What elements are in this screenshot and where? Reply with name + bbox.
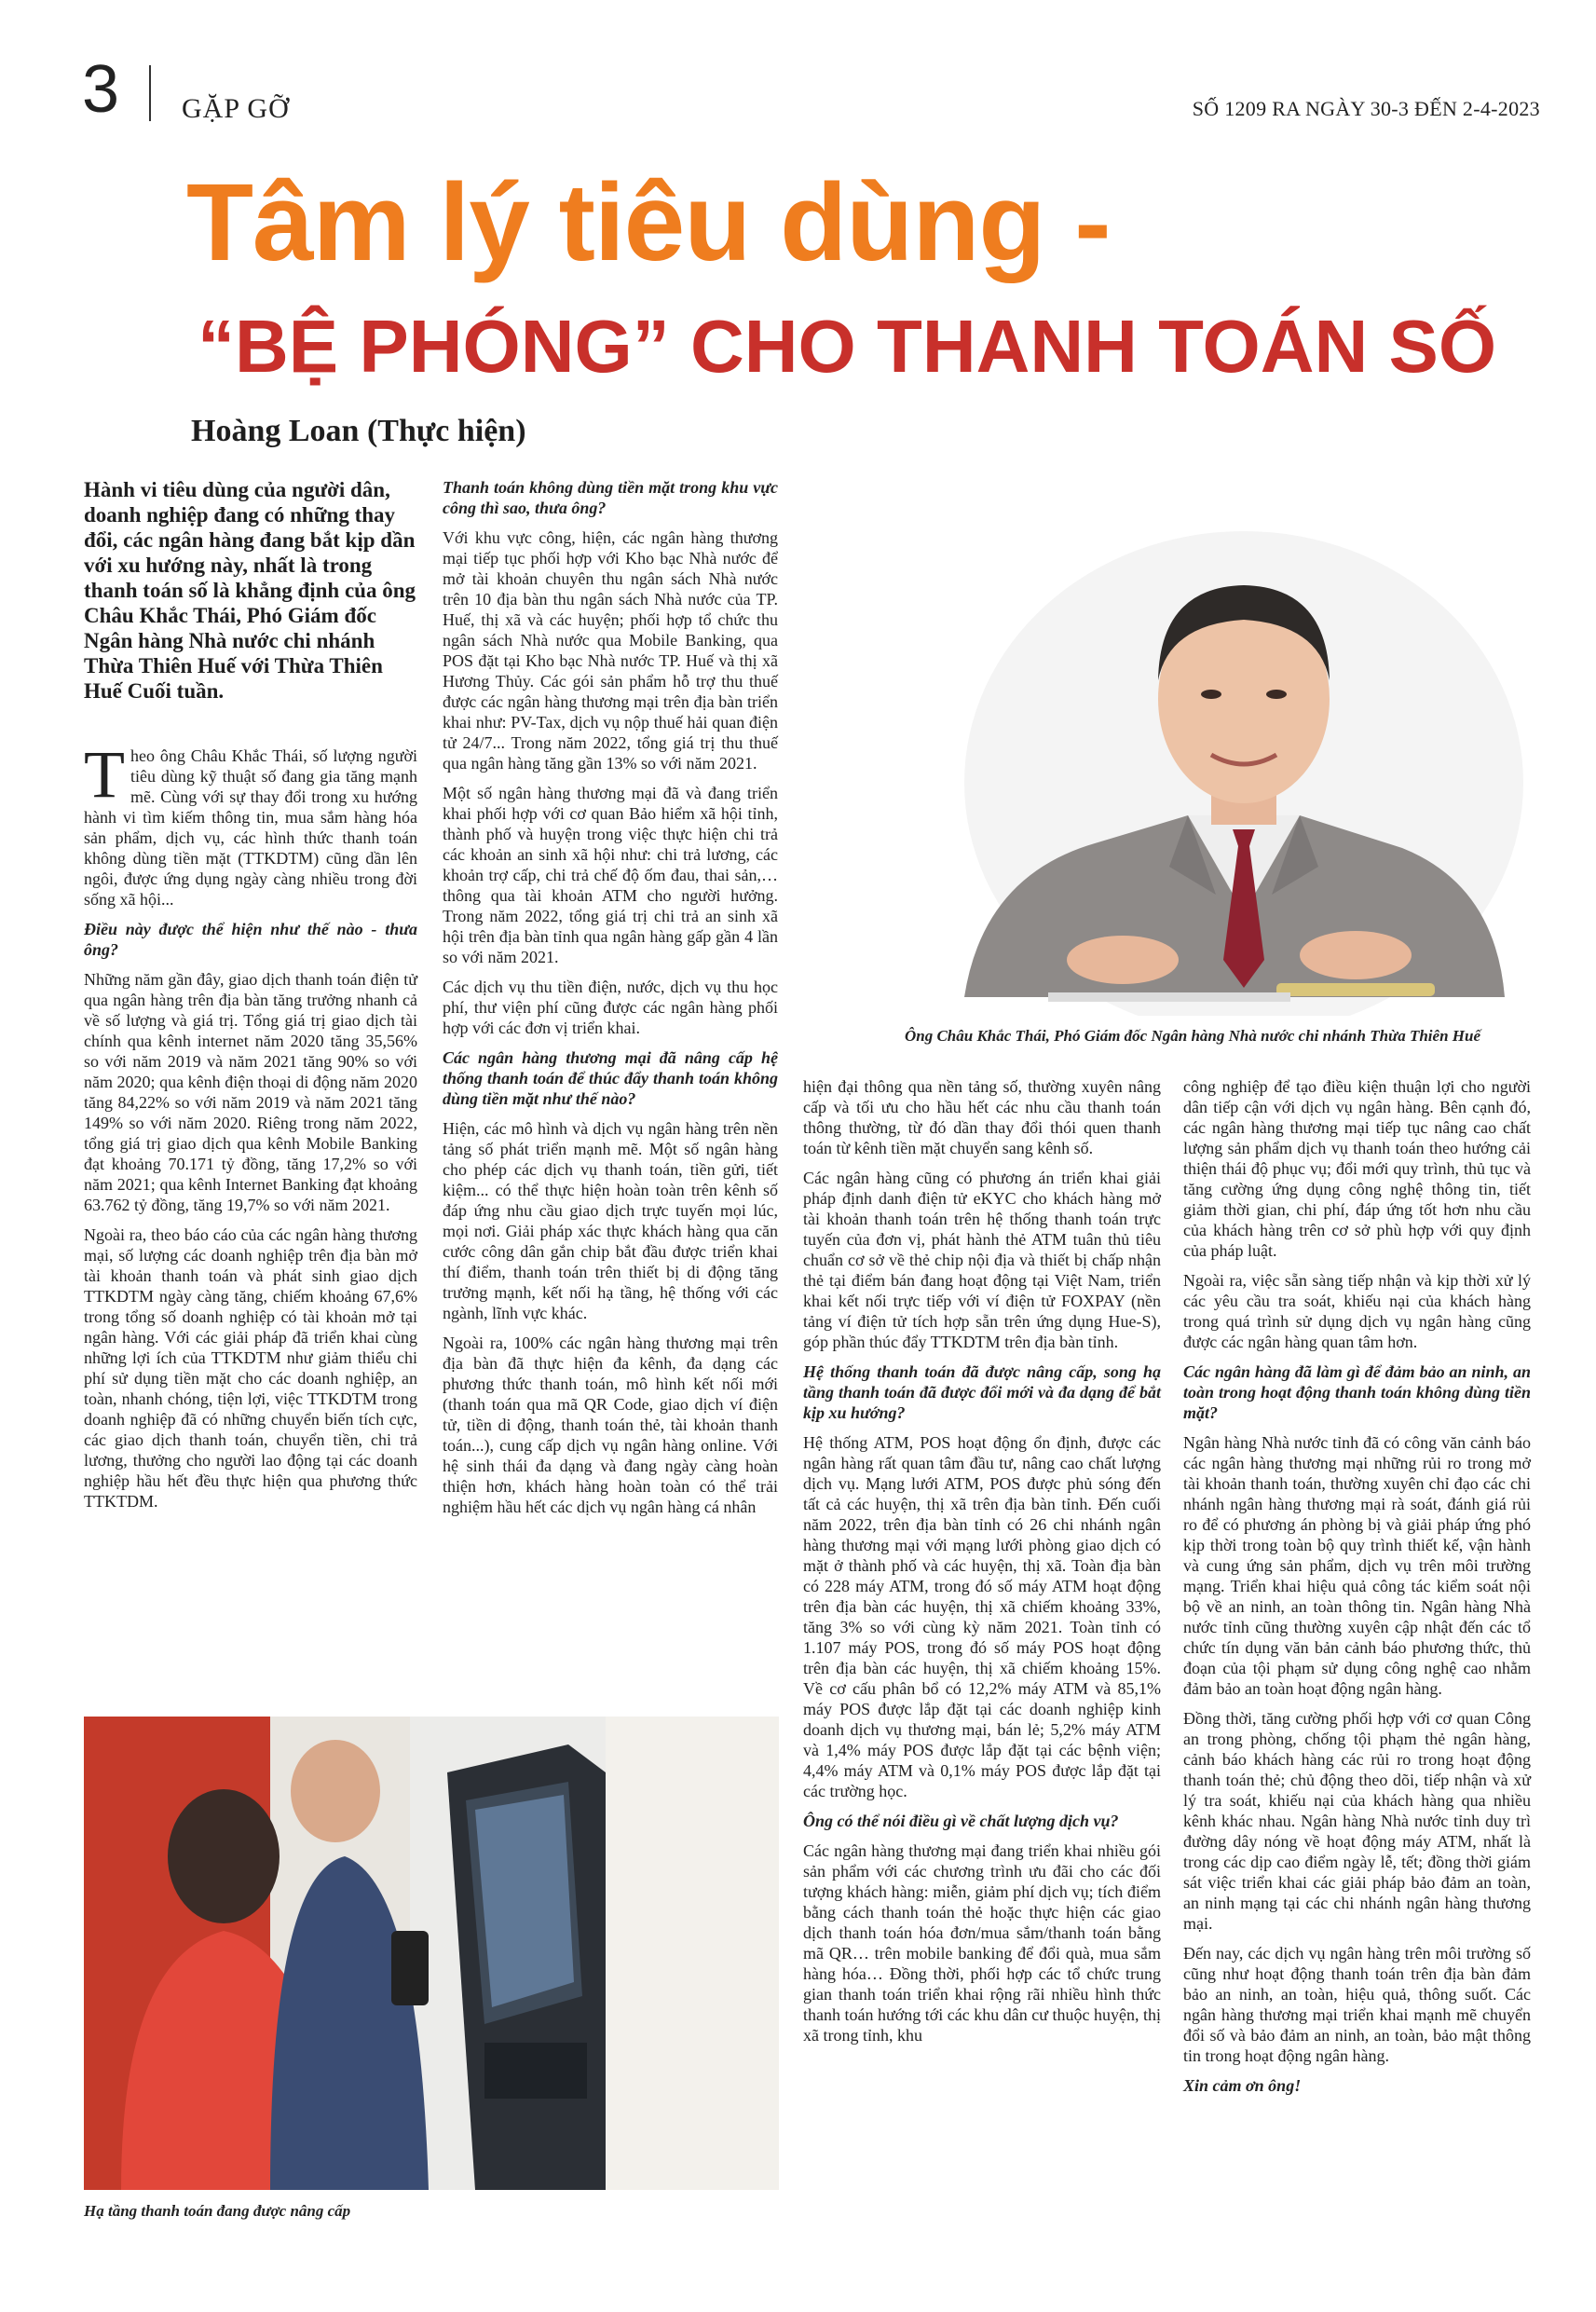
byline: Hoàng Loan (Thực hiện) (191, 414, 526, 448)
atm-caption: Hạ tầng thanh toán đang được nâng cấp (84, 2202, 351, 2220)
portrait-caption: Ông Châu Khắc Thái, Phó Giám đốc Ngân hàng Nhà nước chi nhánh Thừa Thiên Huế (904, 1027, 1481, 1045)
paragraph: Các ngân hàng thương mại đang triển khai nhiều gói sản phẩm với các chương trình ưu đãi cho các đối tượng khách hàng: miễn, giảm phí dịch vụ; tích điểm bằng cách thanh toán thẻ hoặc thực hiện các giao dịch thanh toán hóa đơn/mua sắm/thanh toán bằng mã QR… trên mobile banking để đổi quà, mua sắm hàng hóa… Đồng thời, phối hợp các tổ chức trung gian thanh toán triển khai rộng rãi nhiều hình thức thanh toán hướng tới các khu dân cư thuộc huyện, thị xã trong tỉnh, khu (803, 1841, 1161, 2045)
paragraph: Với khu vực công, hiện, các ngân hàng thương mại tiếp tục phối hợp với Kho bạc Nhà nước để mở tài khoản chuyên thu ngân sách Nhà nước trên 10 địa bàn thu ngân sách Nhà nước của TP. Huế, thị xã và các huyện; phối hợp tổ chức thu ngân sách Nhà nước qua Mobile Banking, qua POS đặt tại Kho bạc Nhà nước TP. Huế và thị xã Hương Thủy. Các gói sản phẩm hỗ trợ thu thuế được các ngân hàng thương mại trên địa bàn triển khai như: PV-Tax, dịch vụ nộp thuế hải quan điện tử 24/7... Trong năm 2022, tổng giá trị thu thuế qua ngân hàng tăng gần 13% so với năm 2021. (443, 528, 778, 773)
paragraph: Các ngân hàng cũng có phương án triển khai giải pháp định danh điện tử eKYC cho khách hàng mở tài khoản thanh toán trên hệ thống thanh toán trực tuyến của đơn vị, phát hành thẻ ATM tuân thủ tiêu chuẩn cơ sở về thẻ chip nội địa và thiết bị chấp nhận thẻ tại điểm bán đang hoạt động tại Việt Nam, triển khai kết nối trực tiếp với ví điện tử FOXPAY (nền tảng ví điện tử tích hợp sẵn trên ứng dụng Hue-S), góp phần thúc đẩy TTKDTM trên địa bàn tỉnh. (803, 1169, 1161, 1351)
paragraph: Ngoài ra, 100% các ngân hàng thương mại trên địa bàn đã thực hiện đa kênh, đa dạng các phương thức thanh toán, mô hình kết nối mới (thanh toán qua mã QR Code, giao dịch ví điện tử, tiền di động, thanh toán thẻ, tài khoản thanh toán...), cung cấp dịch vụ ngân hàng online. Với hệ sinh thái đa dạng và đang ngày càng hoàn thiện hơn, khách hàng hoàn toàn có thể trải nghiệm hầu hết các dịch vụ ngân hàng cá nhân (443, 1334, 778, 1516)
headline-line2: “BỆ PHÓNG” CHO THANH TOÁN SỐ (198, 305, 1497, 388)
atm-photo (84, 1717, 779, 2190)
paragraph: Đồng thời, tăng cường phối hợp với cơ quan Công an trong phòng, chống tội phạm thẻ ngân hàng, cảnh báo khách hàng các rủi ro trong hoạt động thanh toán thẻ; chủ động theo dõi, tiếp nhận và xử lý tra soát, khiếu nại của khách hàng qua nhiều kênh khác nhau. Ngân hàng Nhà nước tỉnh duy trì đường dây nóng về hoạt động máy ATM, nhất là trong các dịp cao điểm ngày lễ, tết; đồng thời giám sát việc triển khai các giải pháp bảo đảm an toàn, an ninh mạng tại các chi nhánh ngân hàng thương mại. (1183, 1709, 1531, 1933)
interview-question: Hệ thống thanh toán đã được nâng cấp, song hạ tầng thanh toán đã được đổi mới và đa dạng để bắt kịp xu hướng? (803, 1362, 1161, 1422)
section-label: GẶP GỠ (182, 93, 290, 124)
drop-cap: T (84, 737, 125, 812)
paragraph: công nghiệp để tạo điều kiện thuận lợi cho người dân tiếp cận với dịch vụ ngân hàng. Bên cạnh đó, các ngân hàng thương mại tiếp tục nâng cao chất lượng sản phẩm dịch vụ thanh toán theo hướng cải thiện thái độ phục vụ; đổi mới quy trình, thủ tục và tăng cường ứng dụng công nghệ thông tin, tiết giảm thời gian, chi phí, đáp ứng tốt hơn nhu cầu của khách hàng trên cơ sở phù hợp với quy định của pháp luật. (1183, 1077, 1531, 1260)
header-divider (149, 65, 151, 121)
lead-paragraph: Hành vi tiêu dùng của người dân, doanh nghiệp đang có những thay đổi, các ngân hàng đang bắt kịp dần với xu hướng này, nhất là trong thanh toán số là khẳng định của ông Châu Khắc Thái, Phó Giám đốc Ngân hàng Nhà nước chi nhánh Thừa Thiên Huế với Thừa Thiên Huế Cuối tuần. (84, 478, 416, 703)
article-column-1 (84, 737, 417, 1521)
paragraph (84, 737, 417, 910)
interview-question: Các ngân hàng thương mại đã nâng cấp hệ thống thanh toán để thúc đẩy thanh toán không dùng tiền mặt như thế nào? (443, 1048, 778, 1108)
headline-line1: Tâm lý tiêu dùng - (186, 161, 1111, 284)
article-column-2 (443, 477, 778, 1526)
paragraph: hiện đại thông qua nền tảng số, thường xuyên nâng cấp và tối ưu cho hầu hết các nhu cầu thanh toán thông thường, từ đó dần thay đổi thói quen thanh toán từ kênh tiền mặt chuyển sang kênh số. (803, 1077, 1161, 1157)
issue-info: SỐ 1209 RA NGÀY 30-3 ĐẾN 2-4-2023 (1192, 97, 1540, 120)
paragraph: Các dịch vụ thu tiền điện, nước, dịch vụ thu học phí, thư viện phí cũng được các ngân hàng phối hợp với các đơn vị triển khai. (443, 978, 778, 1037)
paragraph: Ngoài ra, việc sẵn sàng tiếp nhận và kịp thời xử lý các yêu cầu tra soát, khiếu nại của khách hàng trong quá trình sử dụng dịch vụ ngân hàng cũng được các ngân hàng quan tâm hơn. (1183, 1271, 1531, 1351)
paragraph: Ngân hàng Nhà nước tỉnh đã có công văn cảnh báo các ngân hàng thương mại những rủi ro trong mở tài khoản thanh toán, thường xuyên chỉ đạo các chi nhánh ngân hàng thương mại rà soát, đánh giá rủi ro để có phương án phòng bị và giải pháp ứng phó kịp thời trong toàn bộ quy trình thiết kế, vận hành và cung ứng sản phẩm, dịch vụ trên môi trường mạng. Triển khai hiệu quả công tác kiểm soát nội bộ về an ninh, an toàn thông tin. Ngân hàng Nhà nước tỉnh cũng thường xuyên cập nhật đến các tổ chức tín dụng văn bản cảnh báo phương thức, thủ đoạn của tội phạm sử dụng công nghệ cao nhằm đảm bảo an toàn hoạt động ngân hàng. (1183, 1433, 1531, 1698)
paragraph: Hệ thống ATM, POS hoạt động ổn định, được các ngân hàng rất quan tâm đầu tư, nâng cao chất lượng dịch vụ. Mạng lưới ATM, POS được phủ sóng đến tất cả các huyện, thị xã trên địa bàn tỉnh. Đến cuối năm 2022, trên địa bàn tỉnh có 26 chi nhánh ngân hàng thương mại với mạng lưới phòng giao dịch có mặt ở thành phố và các huyện, thị xã. Toàn địa bàn có 228 máy ATM, trong đó số máy ATM hoạt động trên địa bàn các huyện, thị xã chiếm khoảng 33%, tăng 3% so với cùng kỳ năm 2021. Toàn tỉnh có 1.107 máy POS, trong đó số máy POS hoạt động trên địa bàn các huyện, thị xã chiếm khoảng 15%. Về cơ cấu phân bổ có 12,2% máy ATM và 85,1% máy POS được lắp đặt tại các doanh nghiệp kinh doanh dịch vụ thương mại, bán lẻ; 5,2% máy ATM và 1,4% máy POS được lắp đặt tại các bệnh viện; 4,4% máy ATM và 0,1% máy POS được lắp đặt tại các trường học. (803, 1433, 1161, 1800)
interview-question: Điều này được thể hiện như thế nào - thưa ông? (84, 920, 417, 959)
closing-line: Xin cảm ơn ông! (1183, 2076, 1302, 2095)
paragraph: Một số ngân hàng thương mại đã và đang triển khai phối hợp với cơ quan Bảo hiểm xã hội tỉnh, thành phố và huyện trong việc thực hiện chi trả các khoản an sinh xã hội như: chi trả lương, các khoản trợ cấp, chi trả chế độ ốm đau, thai sản,… thông qua tài khoản ATM cho người hưởng. Trong năm 2022, tổng giá trị chi trả an sinh xã hội trên địa bàn tỉnh qua ngân hàng gấp gần 4 lần so với năm 2021. (443, 784, 778, 966)
interview-question: Ông có thể nói điều gì về chất lượng dịch vụ? (803, 1812, 1119, 1830)
portrait-photo (908, 475, 1528, 1016)
paragraph: Ngoài ra, theo báo cáo của các ngân hàng thương mại, số lượng các doanh nghiệp trên địa bàn mở tài khoản thanh toán và phát sinh giao dịch TTKDTM ngày càng tăng, chiếm khoảng 67,6% trong tổng số doanh nghiệp có tài khoản mở tại ngân hàng. Với các giải pháp đã triển khai cùng những lợi ích của TTKDTM như giảm thiểu chi phí sử dụng tiền mặt cho các doanh nghiệp, an toàn, nhanh chóng, tiện lợi, việc TTKDTM trong doanh nghiệp đã có những chuyển biến tích cực, các giao dịch thanh toán, chuyển tiền, chi trả lương, thưởng cho người lao động tại các doanh nghiệp hầu hết đều thực hiện qua phương thức TTKTDM. (84, 1225, 417, 1511)
article-column-3 (803, 1076, 1161, 2055)
paragraph-text: heo ông Châu Khắc Thái, số lượng người tiêu dùng kỹ thuật số đang gia tăng mạnh mẽ. Cùng với sự thay đổi trong xu hướng hành vi tìm kiếm thông tin, mua sắm hàng hóa sản phẩm, dịch vụ, các hình thức thanh toán không dùng tiền mặt (TTKDTM) cũng dần lên ngôi, được ứng dụng ngày càng nhiều trong đời sống xã hội... (84, 746, 417, 909)
paragraph: Hiện, các mô hình và dịch vụ ngân hàng trên nền tảng số phát triển mạnh mẽ. Một số ngân hàng cho phép các dịch vụ thanh toán, tiền gửi, tiết kiệm... có thể thực hiện hoàn toàn trên kênh số đáp ứng nhu cầu giao dịch trực tuyến mọi lúc, mọi nơi. Giải pháp xác thực khách hàng qua căn cước công dân gắn chip bắt đầu được triển khai thí điểm, thanh toán trên thiết bị di động tăng trưởng mạnh, kết nối hạ tầng, hệ thống với các ngành, lĩnh vực khác. (443, 1119, 778, 1322)
page-number: 3 (82, 52, 120, 127)
paragraph: Đến nay, các dịch vụ ngân hàng trên môi trường số cũng như hoạt động thanh toán trên địa bàn đảm bảo an ninh, an toàn, hiệu quả, thông suốt. Các ngân hàng thương mại triển khai mạnh mẽ chuyển đổi số và bảo đảm an ninh, an toàn, bảo mật thông tin trong hoạt động ngân hàng. (1183, 1944, 1531, 2065)
interview-question: Thanh toán không dùng tiền mặt trong khu vực công thì sao, thưa ông? (443, 478, 778, 517)
paragraph: Những năm gần đây, giao dịch thanh toán điện tử qua ngân hàng trên địa bàn tăng trưởng nhanh cả về số lượng và giá trị. Tổng giá trị giao dịch tài chính qua kênh internet năm 2020 tăng 35,56% so với năm 2019 và năm 2021 tăng 90% so với năm 2020; qua kênh điện thoại di động năm 2020 tăng 84,22% so với năm 2019 và năm 2021 tăng 149% so với năm 2020. Riêng trong năm 2022, tổng giá trị giao dịch qua kênh Mobile Banking đạt khoảng 70.171 tỷ đồng, tăng 17,2% so với năm 2021; qua kênh Internet Banking đạt khoảng 63.762 tỷ đồng, tăng 19,7% so với năm 2021. (84, 970, 417, 1214)
interview-question: Các ngân hàng đã làm gì để đảm bảo an ninh, an toàn trong hoạt động thanh toán không dùng tiền mặt? (1183, 1362, 1531, 1422)
article-column-4 (1183, 1076, 1531, 2105)
